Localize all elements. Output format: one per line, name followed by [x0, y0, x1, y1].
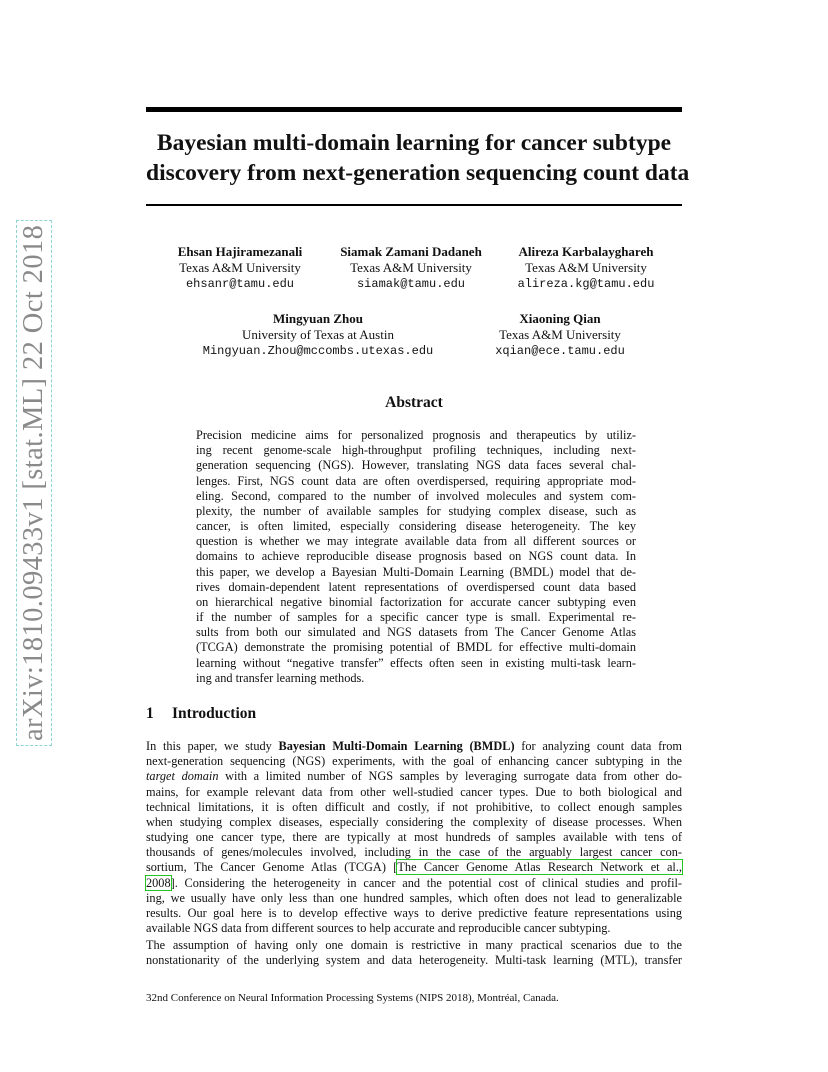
paragraph-line: next-generation sequencing (NGS) experiments, with the goal of enhancing cancer subtyping in the [146, 754, 682, 769]
abstract-line: Precision medicine aims for personalized prognosis and therapeutics by utiliz- [196, 428, 636, 442]
section-number: 1 [146, 705, 154, 722]
abstract-line: question is whether we may integrate available data from all different sources or [196, 534, 636, 549]
arxiv-identifier-stamp[interactable]: arXiv:1810.09433v1 [stat.ML] 22 Oct 2018 [18, 222, 50, 744]
paragraph-line: nonstationarity of the underlying system and data heterogeneity. Multi-task learning (MTL), transfer [146, 953, 682, 968]
paragraph-line: thousands of genes/molecules involved, including in the case of the arguably largest cancer con- [146, 845, 682, 860]
author-name: Mingyuan Zhou [273, 311, 363, 326]
abstract-line: if the number of samples for a specific cancer type is small. Experimental re- [196, 610, 636, 625]
paragraph-line [146, 739, 682, 754]
bold-term: Bayesian Multi-Domain Learning (BMDL) [278, 739, 515, 753]
paragraph-line: when studying complex diseases, especially considering the complexity of disease processes. When [146, 814, 682, 829]
paper-title [146, 128, 690, 188]
title-bottom-rule [146, 204, 682, 206]
abstract-line: ing and transfer learning methods. [196, 670, 365, 685]
abstract-line: lenges. First, NGS count data are often overdispersed, requiring appropriate mod- [196, 473, 636, 488]
author-name: Siamak Zamani Dadaneh [340, 244, 482, 259]
title-line-1: Bayesian multi-domain learning for cancer subtype [156, 130, 672, 156]
abstract-body [196, 428, 636, 686]
author-block-2 [326, 244, 496, 292]
author-email[interactable]: alireza.kg@tamu.edu [517, 277, 655, 291]
author-affiliation: Texas A&M University [525, 260, 647, 275]
author-email[interactable]: siamak@tamu.edu [356, 277, 466, 291]
abstract-line: rives domain-dependent latent representations of overdispersed count data based [196, 579, 636, 594]
author-name: Ehsan Hajiramezanali [177, 244, 303, 259]
author-email[interactable]: xqian@ece.tamu.edu [495, 344, 625, 358]
author-affiliation: University of Texas at Austin [242, 327, 394, 342]
paragraph-line: mains, for example relevant data from other well-studied cancer types. Due to both biological and [146, 784, 682, 799]
section-heading-introduction [146, 705, 256, 723]
abstract-line: generation sequencing (NGS). However, translating NGS data faces several chal- [196, 458, 636, 473]
paragraph-line [146, 876, 682, 891]
author-block-5 [480, 311, 640, 359]
text-run: In this paper, we study [146, 739, 279, 753]
paragraph-line: The assumption of having only one domain is restrictive in many practical scenarios due to the [146, 938, 682, 952]
introduction-paragraph-2 [146, 938, 682, 968]
author-block-3 [496, 244, 676, 292]
abstract-line: sults from both our simulated and NGS datasets from The Cancer Genome Atlas [196, 625, 636, 640]
paragraph-line: technical limitations, it is often difficult and costly, if not prohibitive, to collect enough samples [146, 799, 682, 814]
introduction-paragraph-1 [146, 739, 682, 936]
abstract-line: learning without “negative transfer” effects often seen in existing multi-task learn- [196, 655, 636, 670]
author-affiliation: Texas A&M University [350, 260, 472, 275]
italic-term: target domain [146, 769, 219, 784]
abstract-line: eling. Second, compared to the number of involved molecules and system com- [196, 488, 636, 503]
abstract-line: domains to achieve reproducible disease prognosis based on NGS count data. In [196, 549, 636, 564]
author-affiliation: Texas A&M University [179, 260, 301, 275]
paragraph-line [146, 769, 682, 784]
text-run: ]. Considering the heterogeneity in cancer and the potential cost of clinical studies and profil- [170, 875, 682, 890]
section-title: Introduction [172, 705, 257, 722]
paragraph-line: results. Our goal here is to develop effective ways to derive predictive feature representations using [146, 905, 682, 920]
text-run: with a limited number of NGS samples by leveraging surrogate data from other do- [218, 769, 682, 784]
author-email[interactable]: ehsanr@tamu.edu [185, 277, 295, 291]
abstract-line: (TCGA) demonstrate the promising potential of BMDL for effective multi-domain [196, 640, 636, 655]
citation-link[interactable]: 2008 [146, 875, 171, 890]
paragraph-line: ing, we usually have only less than one hundred samples, which often does not lead to generalizable [146, 890, 682, 905]
paragraph-line: studying one cancer type, there are typically at most hundreds of samples available with tens of [146, 830, 682, 845]
paragraph-line [146, 860, 682, 875]
author-block-4 [196, 311, 440, 359]
abstract-line: on hierarchical negative binomial factorization for accurate cancer subtyping even [196, 594, 636, 609]
author-name: Xiaoning Qian [519, 311, 601, 326]
author-email[interactable]: Mingyuan.Zhou@mccombs.utexas.edu [202, 344, 434, 358]
author-name: Alireza Karbalayghareh [518, 244, 654, 259]
abstract-heading: Abstract [385, 394, 443, 411]
abstract-line: ing recent genome-scale high-throughput profiling techniques, including next- [196, 443, 636, 458]
author-affiliation: Texas A&M University [499, 327, 621, 342]
title-line-2: discovery from next-generation sequencing count data [146, 160, 690, 186]
abstract-line: this paper, we develop a Bayesian Multi-Domain Learning (BMDL) model that de- [196, 564, 636, 579]
author-block-1 [154, 244, 326, 292]
abstract-line: cancer, is often limited, especially considering disease heterogeneity. The key [196, 519, 636, 534]
text-run: for analyzing count data from [514, 739, 682, 753]
conference-footer: 32nd Conference on Neural Information Processing Systems (NIPS 2018), Montréal, Canada. [146, 992, 559, 1004]
text-run: sortium, The Cancer Genome Atlas (TCGA) [ [146, 860, 398, 875]
citation-link[interactable]: The Cancer Genome Atlas Research Network et al., [397, 860, 682, 875]
title-top-rule [146, 107, 682, 112]
abstract-line: plexity, the number of available samples for studying complex disease, such as [196, 503, 636, 518]
paragraph-line: available NGS data from different sources to help accurate and reproducible cancer subtyping. [146, 921, 611, 936]
